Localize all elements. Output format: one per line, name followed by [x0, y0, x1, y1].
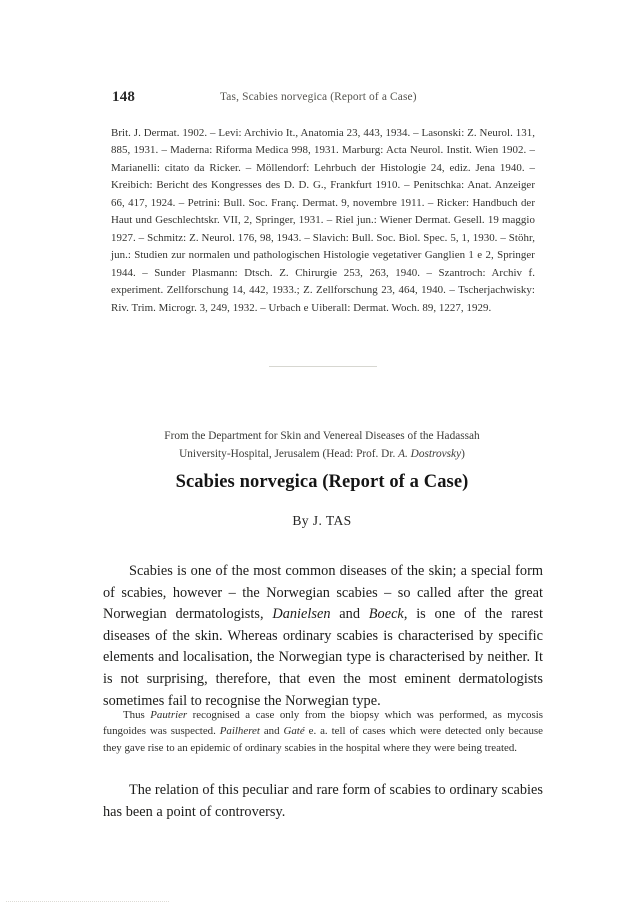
- small-segment-3: and: [259, 725, 284, 738]
- bibliography-text: Brit. J. Dermat. 1902. – Levi: Archivio It., Anatomia 23, 443, 1934. – Lasonski: Z. Neurol. 131, 885, 1931. – Maderna: Riforma Medica 998, 1931. Marburg: Acta Neurol. Instit. Wien 1902. – Marianelli: citato da Ricker. – Möllendorf: Lehrbuch der Histologie 24, ediz. Jena 1940. – Kreibich: Bericht des Kongresses des D. D. G., Frankfurt 1910. – Penitschka: Anat. Anzeiger 66, 417, 1924. – Petrini: Bull. Soc. Franç. Dermat. 9, novembre 1911. – Ricker: Handbuch der Haut und Geschlechtskr. VII, 2, Springer, 1931. – Riel jun.: Wiener Dermat. Gesell. 19 maggio 1927. – Schmitz: Z. Neurol. 176, 98, 1943. – Slavich: Bull. Soc. Biol. Spec. 5, 1, 1930. – Stöhr, jun.: Studien zur normalen und pathologischen Histologie vegetativer Ganglien 1 e 2, Springer 1944. – Sunder Plasmann: Dtsch. Z. Chirurgie 253, 263, 1940. – Szantroch: Archiv f. experiment. Zellforschung 14, 442, 1933.; Z. Zellforschung 23, 464, 1940. – Tscherjachwisky: Riv. Trim. Microgr. 3, 249, 1932. – Urbach e Uiberall: Dermat. Woch. 89, 1227, 1929.: [111, 127, 535, 314]
- cited-author-pailheret: Pailheret: [219, 725, 260, 738]
- intro-segment-3: , is one of the rarest diseases of the skin. Whereas ordinary scabies is characterised by specific elements and localisation, the Norwegian type is characterised by neither. It is not surprising, therefore, that even the most eminent dermatologists sometimes fail to recognise the Norwegian type.: [103, 606, 543, 709]
- small-segment-2: recognised a case only from the biopsy which was performed, as mycosis fungoides was suspected.: [103, 709, 543, 738]
- affiliation-block: [112, 428, 532, 463]
- cited-author-danielsen: Danielsen: [272, 606, 331, 623]
- cited-author-pautrier: Pautrier: [150, 709, 188, 721]
- article-byline: By J. TAS: [292, 513, 352, 528]
- running-head: [112, 89, 532, 105]
- scan-artifact-line: [6, 901, 169, 903]
- small-segment-4: e. a. tell of cases which were detected only because they gave rise to an epidemic of ordinary scabies in the hospital where they were being treated.: [103, 725, 543, 754]
- bibliography-block: [111, 125, 535, 317]
- intro-segment-2: and: [330, 606, 369, 623]
- paragraph-introduction: [103, 561, 543, 712]
- running-title: Tas, Scabies norvegica (Report of a Case): [220, 91, 417, 103]
- small-segment-1: Thus: [123, 709, 151, 721]
- paragraph-small-print: [103, 707, 543, 756]
- affiliation-head-name: A. Dostrovsky: [398, 447, 462, 460]
- paragraph-relation: The relation of this peculiar and rare form of scabies to ordinary scabies has been a point of controversy.: [103, 782, 543, 820]
- page-number: 148: [112, 89, 136, 105]
- section-divider-rule: [269, 366, 377, 367]
- cited-author-boeck: Boeck: [368, 606, 404, 623]
- cited-author-gate: Gaté: [283, 725, 305, 738]
- affiliation-line-2-suffix: ): [461, 447, 465, 460]
- intro-segment-1: Scabies is one of the most common diseases of the skin; a special form of scabies, however – the Norwegian scabies – so called after the great Norwegian dermatologists,: [103, 563, 543, 623]
- affiliation-line-1: From the Department for Skin and Venereal Diseases of the Hadassah: [164, 430, 480, 442]
- article-title: Scabies norvegica (Report of a Case): [175, 472, 469, 492]
- affiliation-line-2-prefix: University-Hospital, Jerusalem (Head: Prof. Dr.: [179, 447, 399, 460]
